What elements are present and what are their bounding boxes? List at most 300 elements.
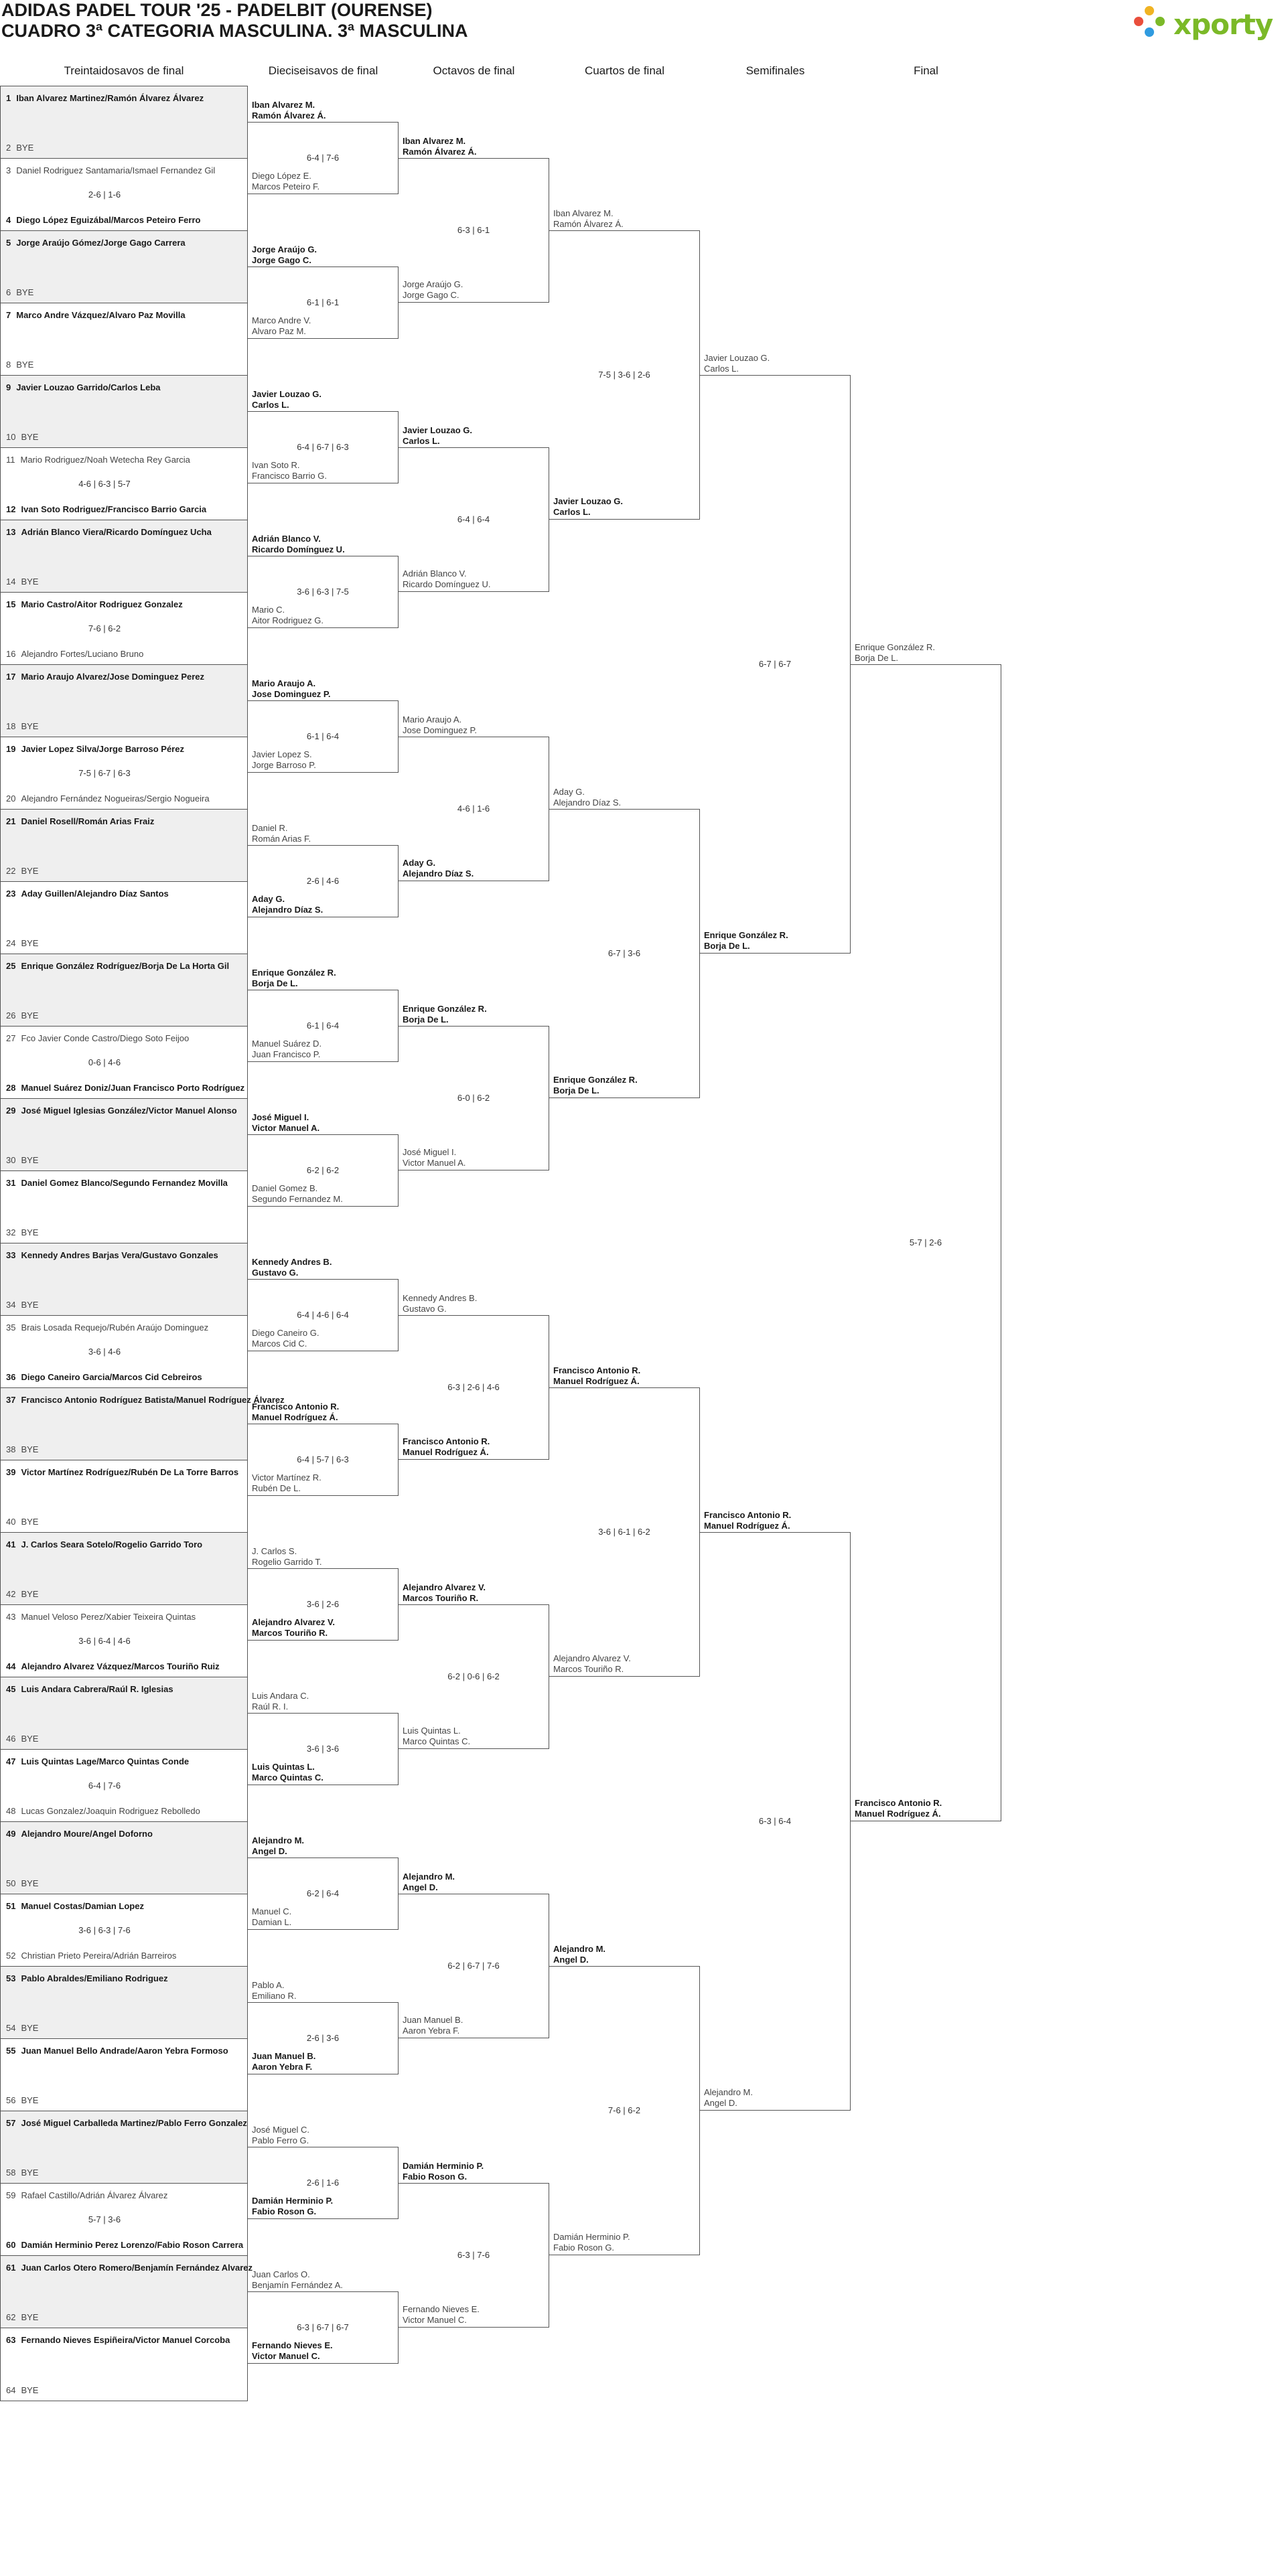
player-name: Alejandro Alvarez V. xyxy=(252,1617,336,1627)
player-name: Borja De L. xyxy=(553,1085,599,1095)
seed-number: 52 xyxy=(6,1951,16,1961)
team-b xyxy=(553,1653,631,1675)
player-name: Alejandro Díaz S. xyxy=(403,868,474,879)
r32-match[interactable] xyxy=(1,159,247,231)
r32-team-b xyxy=(6,1661,220,1671)
r8-match[interactable] xyxy=(399,1004,549,1170)
r16-match[interactable] xyxy=(248,1980,399,2074)
team-a xyxy=(403,425,472,447)
player-name: Francisco Antonio R. xyxy=(553,1365,641,1375)
qf-match[interactable] xyxy=(549,1944,700,2255)
team-a xyxy=(252,244,317,266)
seed-number: 24 xyxy=(6,938,16,948)
team-name: BYE xyxy=(21,2023,39,2033)
match-score: 3-6 | 4-6 xyxy=(88,1347,121,1357)
player-name: Aitor Rodriguez G. xyxy=(252,615,324,625)
team-a xyxy=(252,1835,304,1857)
player-name: Gustavo G. xyxy=(403,1304,447,1314)
r32-match[interactable] xyxy=(1,882,247,954)
r32-team-a xyxy=(6,2263,253,2273)
player-name: Borja De L. xyxy=(855,653,899,663)
r8-match[interactable] xyxy=(399,714,549,881)
r32-match[interactable] xyxy=(1,2328,247,2401)
team-a xyxy=(252,100,326,121)
team-name: Rafael Castillo/Adrián Álvarez Álvarez xyxy=(21,2190,168,2200)
r32-team-a xyxy=(6,1829,153,1839)
team-a xyxy=(553,1365,640,1387)
r32-team-b xyxy=(6,432,38,442)
player-name: Diego López E. xyxy=(252,171,311,181)
r16-match[interactable] xyxy=(248,1112,399,1207)
team-name: Daniel Rodriguez Santamaria/Ismael Fernandez Gil xyxy=(16,165,216,175)
seed-number: 7 xyxy=(6,310,11,320)
seed-number: 63 xyxy=(6,2335,16,2345)
player-name: Kennedy Andres B. xyxy=(403,1293,478,1303)
r32-match[interactable] xyxy=(1,1243,247,1316)
player-name: Alejandro M. xyxy=(252,1835,305,1845)
team-b xyxy=(553,1075,638,1096)
team-a xyxy=(252,823,311,844)
match-score: 7-6 | 6-2 xyxy=(608,2105,641,2115)
player-name: Ramón Álvarez Á. xyxy=(403,147,477,157)
team-b xyxy=(252,315,311,337)
r32-team-a xyxy=(6,2335,230,2345)
player-name: Aday G. xyxy=(553,787,585,797)
seed-number: 6 xyxy=(6,287,11,297)
player-name: Manuel Rodríguez Á. xyxy=(855,1809,941,1819)
team-a xyxy=(553,787,621,808)
team-b xyxy=(252,460,327,481)
team-name: Javier Lopez Silva/Jorge Barroso Pérez xyxy=(21,744,184,754)
r16-match[interactable] xyxy=(248,1257,399,1351)
r16-match[interactable] xyxy=(248,2125,399,2219)
r32-team-b xyxy=(6,1878,38,1888)
seed-number: 29 xyxy=(6,1106,16,1116)
round-header-r8: Octavos de final xyxy=(433,64,515,77)
match-score: 6-3 | 7-6 xyxy=(457,2250,490,2260)
r16-match[interactable] xyxy=(248,968,399,1062)
player-name: Enrique González R. xyxy=(403,1004,487,1014)
r32-team-a xyxy=(6,1178,228,1188)
player-name: Angel D. xyxy=(252,1846,287,1856)
r32-team-b xyxy=(6,1372,202,1382)
r8-match[interactable] xyxy=(399,1582,549,1749)
seed-number: 50 xyxy=(6,1878,16,1888)
team-name: Pablo Abraldes/Emiliano Rodriguez xyxy=(21,1973,168,1983)
seed-number: 53 xyxy=(6,1973,16,1983)
match-score: 6-1 | 6-4 xyxy=(306,1020,340,1031)
player-name: Damian L. xyxy=(252,1917,292,1927)
player-name: Gustavo G. xyxy=(252,1268,299,1278)
r32-team-b xyxy=(6,287,33,297)
match-score: 6-1 | 6-4 xyxy=(306,731,340,741)
sf-match[interactable] xyxy=(700,1510,851,2111)
team-name: Mario Castro/Aitor Rodriguez Gonzalez xyxy=(21,599,183,609)
team-a xyxy=(704,1510,791,1531)
r32-match[interactable] xyxy=(1,1027,247,1099)
r32-match[interactable] xyxy=(1,303,247,376)
team-name: BYE xyxy=(21,2168,39,2178)
qf-match[interactable] xyxy=(549,208,700,520)
seed-number: 18 xyxy=(6,721,16,731)
r32-match[interactable] xyxy=(1,1967,247,2039)
seed-number: 60 xyxy=(6,2240,16,2250)
player-name: Carlos L. xyxy=(704,364,739,374)
team-a xyxy=(553,208,624,230)
r32-match[interactable] xyxy=(1,2039,247,2111)
player-name: Marcos Touriño R. xyxy=(403,1593,479,1603)
r32-match[interactable] xyxy=(1,86,247,159)
seed-number: 39 xyxy=(6,1467,16,1477)
team-a xyxy=(403,136,477,157)
match-score: 6-4 | 4-6 | 6-4 xyxy=(297,1310,349,1320)
seed-number: 61 xyxy=(6,2263,16,2273)
seed-number: 20 xyxy=(6,793,16,804)
r32-match[interactable] xyxy=(1,231,247,303)
player-name: Iban Alvarez M. xyxy=(553,208,614,218)
player-name: Marcos Touriño R. xyxy=(553,1664,624,1674)
r32-team-b xyxy=(6,721,38,731)
team-b xyxy=(403,2304,480,2326)
match-score: 6-4 | 6-4 xyxy=(457,514,490,524)
seed-number: 42 xyxy=(6,1589,16,1599)
player-name: Luis Quintas L. xyxy=(403,1726,461,1736)
player-name: Victor Manuel A. xyxy=(252,1123,320,1133)
round-header-sf: Semifinales xyxy=(745,64,805,77)
r32-team-b xyxy=(6,649,143,659)
team-b xyxy=(252,1328,319,1349)
r32-team-b xyxy=(6,2023,38,2033)
player-name: Alejandro M. xyxy=(403,1872,455,1882)
r32-team-b xyxy=(6,1010,38,1020)
r32-match[interactable] xyxy=(1,1460,247,1533)
r16-match[interactable] xyxy=(248,2269,399,2364)
team-b xyxy=(252,2340,333,2362)
seed-number: 26 xyxy=(6,1010,16,1020)
team-name: Jorge Araújo Gómez/Jorge Gago Carrera xyxy=(16,238,186,248)
r16-match[interactable] xyxy=(248,100,399,194)
r8-match[interactable] xyxy=(399,136,549,303)
player-name: Alvaro Paz M. xyxy=(252,326,306,336)
team-a xyxy=(403,1004,487,1025)
qf-match[interactable] xyxy=(549,1365,700,1677)
r32-match[interactable] xyxy=(1,1171,247,1243)
r32-match[interactable] xyxy=(1,520,247,593)
team-b xyxy=(553,496,623,518)
r32-team-b xyxy=(6,2240,243,2250)
team-name: Victor Martínez Rodríguez/Rubén De La Torre Barros xyxy=(21,1467,239,1477)
match-score: 2-6 | 1-6 xyxy=(88,190,121,200)
seed-number: 32 xyxy=(6,1227,16,1237)
team-b xyxy=(252,1039,322,1060)
team-name: Mario Araujo Alvarez/Jose Dominguez Perez xyxy=(21,672,205,682)
player-name: Juan Francisco P. xyxy=(252,1049,321,1059)
player-name: Victor Manuel A. xyxy=(403,1158,466,1168)
seed-number: 34 xyxy=(6,1300,16,1310)
r8-match[interactable] xyxy=(399,1293,549,1460)
team-name: Alejandro Alvarez Vázquez/Marcos Touriño Ruiz xyxy=(21,1661,220,1671)
seed-number: 11 xyxy=(6,455,15,465)
player-name: Carlos L. xyxy=(553,507,591,517)
team-a xyxy=(252,1401,339,1423)
r32-team-b xyxy=(6,1083,244,1093)
r32-team-a xyxy=(6,1612,196,1622)
player-name: Francisco Antonio R. xyxy=(252,1401,340,1412)
team-name: Fco Javier Conde Castro/Diego Soto Feijoo xyxy=(21,1033,190,1043)
player-name: Luis Andara C. xyxy=(252,1691,309,1701)
player-name: Borja De L. xyxy=(704,941,750,951)
r16-match[interactable] xyxy=(248,1691,399,1785)
player-name: Jorge Araújo G. xyxy=(403,279,463,289)
r16-match[interactable] xyxy=(248,1546,399,1641)
player-name: Benjamín Fernández A. xyxy=(252,2280,343,2290)
team-name: BYE xyxy=(21,2095,39,2105)
team-b xyxy=(403,2015,463,2036)
r32-team-a xyxy=(6,599,183,609)
player-name: Enrique González R. xyxy=(252,968,336,978)
r16-match[interactable] xyxy=(248,244,399,339)
r8-match[interactable] xyxy=(399,1872,549,2038)
r32-team-a xyxy=(6,744,184,754)
player-name: Alejandro Alvarez V. xyxy=(553,1653,631,1663)
r32-match[interactable] xyxy=(1,810,247,882)
player-name: Marcos Peteiro F. xyxy=(252,181,320,192)
r32-match[interactable] xyxy=(1,954,247,1027)
team-b xyxy=(252,2051,315,2072)
r32-match[interactable] xyxy=(1,2256,253,2328)
team-b xyxy=(704,2087,753,2109)
seed-number: 22 xyxy=(6,866,16,876)
r32-team-b xyxy=(6,2168,38,2178)
match-score: 7-5 | 3-6 | 2-6 xyxy=(598,370,650,380)
r32-team-a xyxy=(6,1106,237,1116)
r8-match[interactable] xyxy=(399,425,549,592)
player-name: Daniel Gomez B. xyxy=(252,1183,318,1193)
r32-match[interactable] xyxy=(1,1605,247,1677)
player-name: Marco Quintas C. xyxy=(252,1772,324,1783)
r8-match[interactable] xyxy=(399,2161,549,2328)
team-a xyxy=(403,1293,477,1314)
seed-number: 64 xyxy=(6,2385,16,2395)
player-name: Segundo Fernandez M. xyxy=(252,1194,343,1204)
r16-match[interactable] xyxy=(248,678,399,773)
player-name: Iban Alvarez M. xyxy=(252,100,315,110)
match-score: 6-3 | 6-7 | 6-7 xyxy=(297,2322,349,2332)
team-a xyxy=(403,1582,486,1604)
seed-number: 55 xyxy=(6,2046,16,2056)
team-name: Christian Prieto Pereira/Adrián Barreiros xyxy=(21,1951,177,1961)
match-score: 3-6 | 2-6 xyxy=(306,1599,340,1609)
seed-number: 2 xyxy=(6,143,11,153)
r32-match[interactable] xyxy=(1,1316,247,1388)
r32-team-b xyxy=(6,504,206,514)
seed-number: 28 xyxy=(6,1083,16,1093)
match-score: 2-6 | 1-6 xyxy=(306,2178,340,2188)
r32-team-a xyxy=(6,1322,208,1333)
r32-team-b xyxy=(6,938,38,948)
player-name: Damián Herminio P. xyxy=(403,2161,484,2171)
player-name: Manuel Rodríguez Á. xyxy=(252,1412,338,1422)
match-score: 6-4 | 6-7 | 6-3 xyxy=(297,442,349,452)
team-name: Marco Andre Vázquez/Alvaro Paz Movilla xyxy=(16,310,186,320)
r32-match[interactable] xyxy=(1,1388,285,1460)
round-header-r32: Treintaidosavos de final xyxy=(64,64,184,77)
r32-team-a xyxy=(6,1901,144,1911)
player-name: Juan Manuel B. xyxy=(403,2015,463,2025)
team-name: Kennedy Andres Barjas Vera/Gustavo Gonzales xyxy=(21,1250,218,1260)
team-b xyxy=(252,171,319,192)
team-a xyxy=(252,968,336,989)
player-name: Aday G. xyxy=(252,894,285,904)
team-name: BYE xyxy=(21,1155,39,1165)
team-name: BYE xyxy=(21,721,39,731)
match-score: 6-7 | 6-7 xyxy=(758,659,792,669)
team-name: José Miguel Iglesias González/Victor Manuel Alonso xyxy=(21,1106,237,1116)
team-a xyxy=(252,1980,296,2001)
match-score: 6-2 | 0-6 | 6-2 xyxy=(447,1671,500,1681)
team-name: Ivan Soto Rodriguez/Francisco Barrio Garcia xyxy=(21,504,207,514)
seed-number: 5 xyxy=(6,238,11,248)
r32-match[interactable] xyxy=(1,2111,247,2184)
player-name: Diego Caneiro G. xyxy=(252,1328,319,1338)
team-a xyxy=(855,642,935,664)
player-name: Juan Manuel B. xyxy=(252,2051,316,2061)
seed-number: 30 xyxy=(6,1155,16,1165)
player-name: Adrián Blanco V. xyxy=(403,569,467,579)
match-score: 6-2 | 6-7 | 7-6 xyxy=(447,1961,500,1971)
player-name: Jorge Gago C. xyxy=(403,290,459,300)
match-score: 2-6 | 4-6 xyxy=(306,876,340,886)
team-name: BYE xyxy=(21,577,39,587)
seed-number: 57 xyxy=(6,2118,16,2128)
team-b xyxy=(403,858,474,879)
team-name: BYE xyxy=(21,938,39,948)
seed-number: 19 xyxy=(6,744,16,754)
r32-match[interactable] xyxy=(1,665,247,737)
seed-number: 48 xyxy=(6,1806,16,1816)
r16-match[interactable] xyxy=(248,1835,399,1930)
player-name: Jorge Barroso P. xyxy=(252,760,316,770)
r32-team-a xyxy=(6,2046,228,2056)
team-b xyxy=(403,1436,490,1458)
team-name: Aday Guillen/Alejandro Díaz Santos xyxy=(21,889,169,899)
r16-match[interactable] xyxy=(248,389,399,483)
player-name: Victor Manuel C. xyxy=(403,2315,467,2325)
team-b xyxy=(403,1726,470,1747)
player-name: Fabio Roson G. xyxy=(403,2172,468,2182)
player-name: Manuel Rodríguez Á. xyxy=(553,1376,640,1386)
r32-team-a xyxy=(6,238,186,248)
r32-match[interactable] xyxy=(1,1894,247,1967)
team-name: Iban Alvarez Martinez/Ramón Álvarez Álvarez xyxy=(16,93,204,103)
team-name: Alejandro Moure/Angel Doforno xyxy=(21,1829,153,1839)
match-score: 6-2 | 6-2 xyxy=(306,1165,340,1175)
team-name: Javier Louzao Garrido/Carlos Leba xyxy=(16,382,161,392)
sf-match[interactable] xyxy=(700,353,851,954)
player-name: Raúl R. I. xyxy=(252,1701,289,1712)
team-a xyxy=(704,353,770,374)
r32-match[interactable] xyxy=(1,2184,247,2256)
r32-match[interactable] xyxy=(1,1533,247,1605)
player-name: Alejandro Alvarez V. xyxy=(403,1582,486,1592)
r32-match[interactable] xyxy=(1,1750,247,1822)
seed-number: 59 xyxy=(6,2190,16,2200)
match-score: 6-1 | 6-1 xyxy=(306,297,340,307)
player-name: Javier Louzao G. xyxy=(553,496,624,506)
seed-number: 40 xyxy=(6,1517,16,1527)
seed-number: 41 xyxy=(6,1539,16,1549)
player-name: Jorge Araújo G. xyxy=(252,244,317,254)
r32-match[interactable] xyxy=(1,1099,247,1171)
r16-match[interactable] xyxy=(248,823,399,917)
r32-match[interactable] xyxy=(1,376,247,448)
seed-number: 43 xyxy=(6,1612,16,1622)
seed-number: 15 xyxy=(6,599,16,609)
team-b xyxy=(704,930,788,952)
player-name: Alejandro M. xyxy=(704,2087,753,2097)
team-name: J. Carlos Seara Sotelo/Rogelio Garrido Toro xyxy=(21,1539,203,1549)
player-name: Javier Louzao G. xyxy=(403,425,473,435)
r32-match[interactable] xyxy=(1,448,247,520)
r32-match[interactable] xyxy=(1,593,247,665)
team-name: BYE xyxy=(21,1589,39,1599)
player-name: Ramón Álvarez Á. xyxy=(252,110,326,121)
player-name: Jose Dominguez P. xyxy=(403,725,478,735)
team-name: Manuel Veloso Perez/Xabier Teixeira Quintas xyxy=(21,1612,196,1622)
seed-number: 51 xyxy=(6,1901,16,1911)
seed-number: 37 xyxy=(6,1395,16,1405)
team-name: Damián Herminio Perez Lorenzo/Fabio Roson Carrera xyxy=(21,2240,244,2250)
team-a xyxy=(252,1112,319,1134)
team-a xyxy=(403,714,477,736)
seed-number: 4 xyxy=(6,215,11,225)
r32-match[interactable] xyxy=(1,737,247,810)
match-score: 7-6 | 6-2 xyxy=(88,623,121,633)
player-name: Manuel Rodríguez Á. xyxy=(704,1521,790,1531)
final-match[interactable] xyxy=(851,642,1001,1821)
page-title: ADIDAS PADEL TOUR '25 - PADELBIT (OURENSE) xyxy=(1,0,433,20)
r32-team-a xyxy=(6,93,204,103)
r32-team-b xyxy=(6,1589,38,1599)
team-name: Luis Andara Cabrera/Raúl R. Iglesias xyxy=(21,1684,173,1694)
r32-match[interactable] xyxy=(1,1677,247,1750)
player-name: Ricardo Domínguez U. xyxy=(403,579,491,589)
r32-team-b xyxy=(6,793,210,804)
r32-team-b xyxy=(6,143,33,153)
player-name: Angel D. xyxy=(403,1882,438,1892)
player-name: Fabio Roson G. xyxy=(252,2206,317,2216)
team-name: BYE xyxy=(21,1734,39,1744)
r16-match[interactable] xyxy=(248,534,399,628)
qf-match[interactable] xyxy=(549,787,700,1098)
player-name: Iban Alvarez M. xyxy=(403,136,466,146)
player-name: Aday G. xyxy=(403,858,436,868)
team-b xyxy=(252,2196,333,2217)
team-name: Daniel Rosell/Román Arias Fraiz xyxy=(21,816,155,826)
team-name: Francisco Antonio Rodríguez Batista/Manuel Rodríguez Álvarez xyxy=(21,1395,285,1405)
team-name: Fernando Nieves Espiñeira/Victor Manuel Corcoba xyxy=(21,2335,230,2345)
team-b xyxy=(252,1617,335,1639)
r32-team-a xyxy=(6,1395,285,1405)
team-name: BYE xyxy=(16,287,34,297)
r16-match[interactable] xyxy=(248,1401,399,1496)
player-name: Rogelio Garrido T. xyxy=(252,1557,322,1567)
team-name: BYE xyxy=(21,1227,39,1237)
match-score: 3-6 | 6-3 | 7-6 xyxy=(78,1925,131,1935)
match-score: 6-0 | 6-2 xyxy=(457,1093,490,1103)
r32-team-b xyxy=(6,215,200,225)
r32-match[interactable] xyxy=(1,1822,247,1894)
